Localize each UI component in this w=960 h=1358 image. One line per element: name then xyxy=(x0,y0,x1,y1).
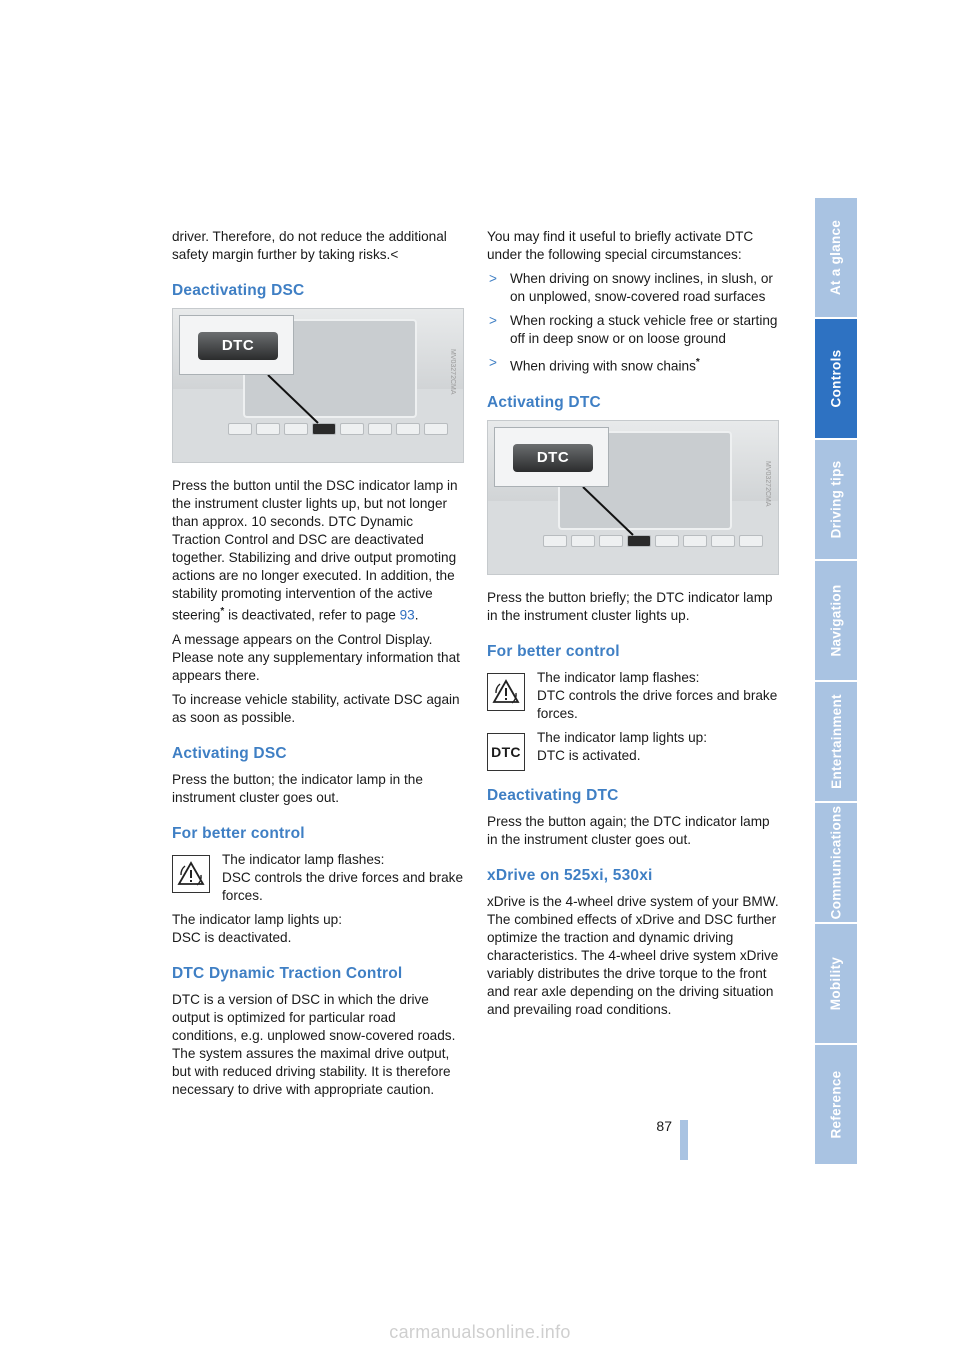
tab-entertainment[interactable]: Entertainment xyxy=(815,682,857,801)
heading-xdrive: xDrive on 525xi, 530xi xyxy=(487,866,653,884)
deactivating-dsc-para2: A message appears on the Control Display. Please note any supplementary information that appears there. xyxy=(172,631,460,683)
page-link[interactable]: 93 xyxy=(399,607,415,623)
dtc-indicator-icon: DTC xyxy=(487,733,525,771)
dtc-text: DTC is a version of DSC in which the drive output is optimized for particular road conditions, e.g. unplowed snow-covered roads. The system assures the maximal drive output, but with reduced driving stability. It is therefore necessary to drive with appropriate caution. xyxy=(172,991,456,1097)
tab-navigation[interactable]: Navigation xyxy=(815,561,857,680)
tab-reference[interactable]: Reference xyxy=(815,1045,857,1164)
dtc-flash-row: The indicator lamp flashes: DTC controls the drive forces and brake forces. xyxy=(487,669,779,723)
dtc-lights-up-row: DTC The indicator lamp lights up: DTC is activated. xyxy=(487,729,779,769)
right-intro: You may find it useful to briefly activate DTC under the following special circumstances: xyxy=(487,229,754,262)
left-column xyxy=(172,228,464,1105)
tab-controls[interactable]: Controls xyxy=(815,319,857,438)
deactivating-dsc-para3: To increase vehicle stability, activate DSC again as soon as possible. xyxy=(172,691,460,725)
heading-activating-dtc: Activating DTC xyxy=(487,393,601,411)
page-number: 87 xyxy=(656,1118,672,1134)
dtc-button-figure xyxy=(487,420,779,575)
list-item: > When rocking a stuck vehicle free or starting off in deep snow or on loose ground xyxy=(489,313,778,346)
dsc-button-figure xyxy=(172,308,464,463)
dtc-key: DTC xyxy=(513,444,593,472)
warning-triangle-icon xyxy=(172,855,210,893)
heading-better-control-dsc: For better control xyxy=(172,824,305,842)
deactivating-dsc-para1: Press the button until the DSC indicator lamp in the instrument cluster lights up, but not longer than approx. 10 seconds. DTC Dynamic Traction Control and DSC are deactivated together. Stabilizing and drive output promoting actions are no longer executed. In addition, the stability promoting intervention of the active steering* is deactivated, refer to page 93. xyxy=(172,478,458,623)
tab-communications[interactable]: Communications xyxy=(815,803,857,922)
xdrive-text: xDrive is the 4-wheel drive system of your BMW. The combined effects of xDrive and DSC further optimize the traction and dynamic driving characteristics. The 4-wheel drive system xDrive variably distributes the drive torque to the front and rear axle depending on the driving situation and prevailing road conditions. xyxy=(487,893,779,1017)
list-item: > When driving on snowy inclines, in slush, or on unplowed, snow-covered road surfaces xyxy=(489,271,773,304)
dtc-button-callout xyxy=(179,315,294,375)
circumstances-list xyxy=(487,270,779,376)
heading-deactivating-dtc: Deactivating DTC xyxy=(487,786,619,804)
figure-code: MV03272CMA xyxy=(449,349,456,395)
right-column xyxy=(487,228,779,1025)
watermark: carmanualsonline.info xyxy=(389,1322,571,1342)
list-item: > When driving with snow chains* xyxy=(489,355,700,374)
heading-better-control-dtc: For better control xyxy=(487,642,620,660)
tab-mobility[interactable]: Mobility xyxy=(815,924,857,1043)
dtc-key: DTC xyxy=(198,332,278,360)
dsc-flash-row: The indicator lamp flashes: DSC controls the drive forces and brake forces. xyxy=(172,851,464,905)
activating-dsc-text: Press the button; the indicator lamp in the instrument cluster goes out. xyxy=(172,771,423,805)
heading-dtc: DTC Dynamic Traction Control xyxy=(172,964,403,982)
deactivating-dtc-text: Press the button again; the DTC indicator lamp in the instrument cluster goes out. xyxy=(487,813,770,847)
tab-at-a-glance[interactable]: At a glance xyxy=(815,198,857,317)
heading-activating-dsc: Activating DSC xyxy=(172,744,287,762)
dsc-lights-up-line1: The indicator lamp lights up: xyxy=(172,911,343,927)
page-marker-bar xyxy=(680,1120,688,1160)
end-mark: < xyxy=(390,247,399,262)
dtc-button-callout xyxy=(494,427,609,487)
warning-triangle-icon xyxy=(487,673,525,711)
dsc-lights-up-line2: DSC is deactivated. xyxy=(172,929,292,945)
activating-dtc-text: Press the button briefly; the DTC indicator lamp in the instrument cluster lights up. xyxy=(487,589,773,623)
intro-text: driver. Therefore, do not reduce the additional safety margin further by taking risks.< xyxy=(172,229,447,262)
figure-code: MV03272CMA xyxy=(764,460,771,507)
heading-deactivating-dsc: Deactivating DSC xyxy=(172,282,305,299)
chapter-tabs xyxy=(815,198,857,1166)
tab-driving-tips[interactable]: Driving tips xyxy=(815,440,857,559)
